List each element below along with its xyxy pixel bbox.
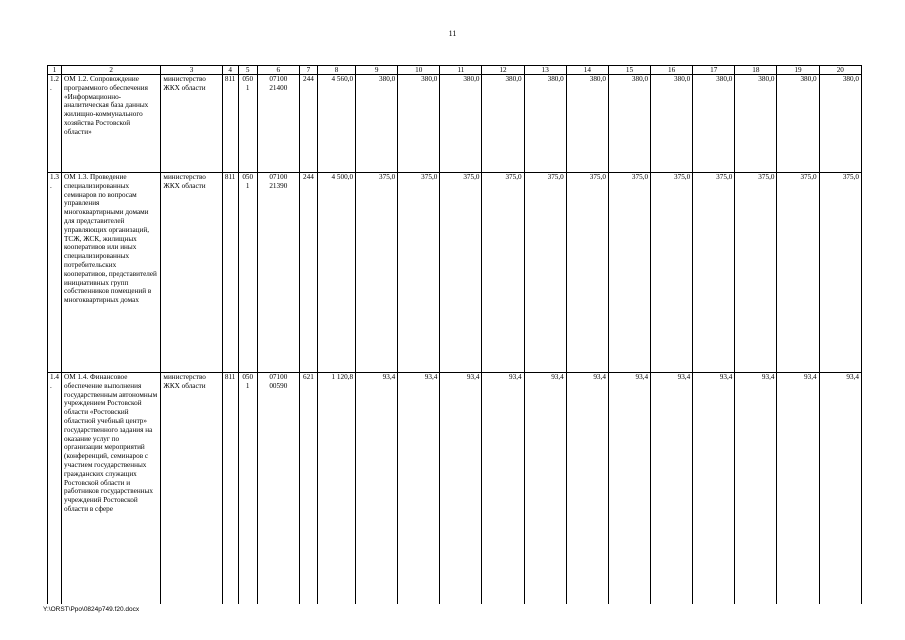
expense-type-code: 621: [299, 373, 317, 605]
budget-table: [47, 65, 862, 604]
header-cell: 7: [299, 66, 317, 75]
year-amount: 375,0: [440, 173, 482, 373]
header-cell: 5: [238, 66, 257, 75]
header-cell: 16: [651, 66, 693, 75]
responsible-executor: министерство ЖКХ области: [161, 75, 222, 173]
header-cell: 6: [257, 66, 299, 75]
year-amount: 380,0: [651, 75, 693, 173]
header-cell: 3: [161, 66, 222, 75]
header-cell: 11: [440, 66, 482, 75]
year-amount: 375,0: [819, 173, 861, 373]
header-cell: 1: [48, 66, 62, 75]
year-amount: 375,0: [524, 173, 566, 373]
header-cell: 9: [356, 66, 398, 75]
header-cell: 20: [819, 66, 861, 75]
year-amount: 380,0: [693, 75, 735, 173]
year-amount: 375,0: [777, 173, 819, 373]
grbs-code: 811: [222, 173, 238, 373]
table-row: [48, 173, 862, 373]
total-amount: 1 120,8: [317, 373, 355, 605]
total-amount: 4 500,0: [317, 173, 355, 373]
year-amount: 380,0: [440, 75, 482, 173]
responsible-executor: министерство ЖКХ области: [161, 373, 222, 605]
target-article-code: 07100 21390: [257, 173, 299, 373]
year-amount: 93,4: [819, 373, 861, 605]
row-number: 1.2.: [48, 75, 62, 173]
year-amount: 93,4: [482, 373, 524, 605]
header-cell: 12: [482, 66, 524, 75]
year-amount: 93,4: [651, 373, 693, 605]
header-cell: 15: [608, 66, 650, 75]
section-code: 0501: [238, 75, 257, 173]
event-description: ОМ 1.3. Проведение специализированных семинаров по вопросам управления многоквартирными домами для представителей управляющих организаций, ТСЖ, ЖСК, жилищных кооперативов или иных специализированных потребительских кооперативов, представителей инициативных групп собственников помещений в многоквартирных домах: [62, 173, 161, 373]
header-cell: 19: [777, 66, 819, 75]
grbs-code: 811: [222, 373, 238, 605]
year-amount: 93,4: [440, 373, 482, 605]
year-amount: 375,0: [566, 173, 608, 373]
year-amount: 93,4: [608, 373, 650, 605]
header-cell: 14: [566, 66, 608, 75]
year-amount: 380,0: [566, 75, 608, 173]
event-description: ОМ 1.2. Сопровождение программного обеспечения «Информационно-аналитическая база данных жилищно-коммунального хозяйства Ростовской области»: [62, 75, 161, 173]
year-amount: 375,0: [356, 173, 398, 373]
year-amount: 375,0: [482, 173, 524, 373]
year-amount: 93,4: [524, 373, 566, 605]
row-number: 1.3.: [48, 173, 62, 373]
table-header-row: [48, 66, 862, 75]
responsible-executor: министерство ЖКХ области: [161, 173, 222, 373]
year-amount: 93,4: [566, 373, 608, 605]
table-row: [48, 75, 862, 173]
document-file-path: Y:\ORST\Ppo\0824p749.f20.docx: [43, 606, 140, 613]
section-code: 0501: [238, 173, 257, 373]
year-amount: 380,0: [398, 75, 440, 173]
year-amount: 380,0: [735, 75, 777, 173]
expense-type-code: 244: [299, 75, 317, 173]
year-amount: 380,0: [482, 75, 524, 173]
event-description: ОМ 1.4. Финансовое обеспечение выполнения государственным автономным учреждением Ростовской области «Ростовский областной учебный центр» государственного задания на оказание услуг по организации мероприятий (конференций, семинаров с участием государственных гражданских служащих Ростовской области и работников государственных учреждений Ростовской области в сфере: [62, 373, 161, 605]
year-amount: 380,0: [524, 75, 566, 173]
year-amount: 93,4: [693, 373, 735, 605]
year-amount: 375,0: [651, 173, 693, 373]
year-amount: 380,0: [819, 75, 861, 173]
target-article-code: 07100 21400: [257, 75, 299, 173]
expense-type-code: 244: [299, 173, 317, 373]
header-cell: 4: [222, 66, 238, 75]
header-cell: 17: [693, 66, 735, 75]
total-amount: 4 560,0: [317, 75, 355, 173]
year-amount: 93,4: [777, 373, 819, 605]
header-cell: 8: [317, 66, 355, 75]
section-code: 0501: [238, 373, 257, 605]
year-amount: 93,4: [398, 373, 440, 605]
year-amount: 375,0: [735, 173, 777, 373]
year-amount: 380,0: [356, 75, 398, 173]
year-amount: 380,0: [608, 75, 650, 173]
header-cell: 18: [735, 66, 777, 75]
year-amount: 93,4: [735, 373, 777, 605]
header-cell: 2: [62, 66, 161, 75]
year-amount: 375,0: [693, 173, 735, 373]
grbs-code: 811: [222, 75, 238, 173]
row-number: 1.4.: [48, 373, 62, 605]
year-amount: 375,0: [398, 173, 440, 373]
header-cell: 13: [524, 66, 566, 75]
year-amount: 93,4: [356, 373, 398, 605]
target-article-code: 07100 00590: [257, 373, 299, 605]
page-number: 11: [448, 29, 457, 38]
year-amount: 380,0: [777, 75, 819, 173]
table-row: [48, 373, 862, 605]
header-cell: 10: [398, 66, 440, 75]
year-amount: 375,0: [608, 173, 650, 373]
